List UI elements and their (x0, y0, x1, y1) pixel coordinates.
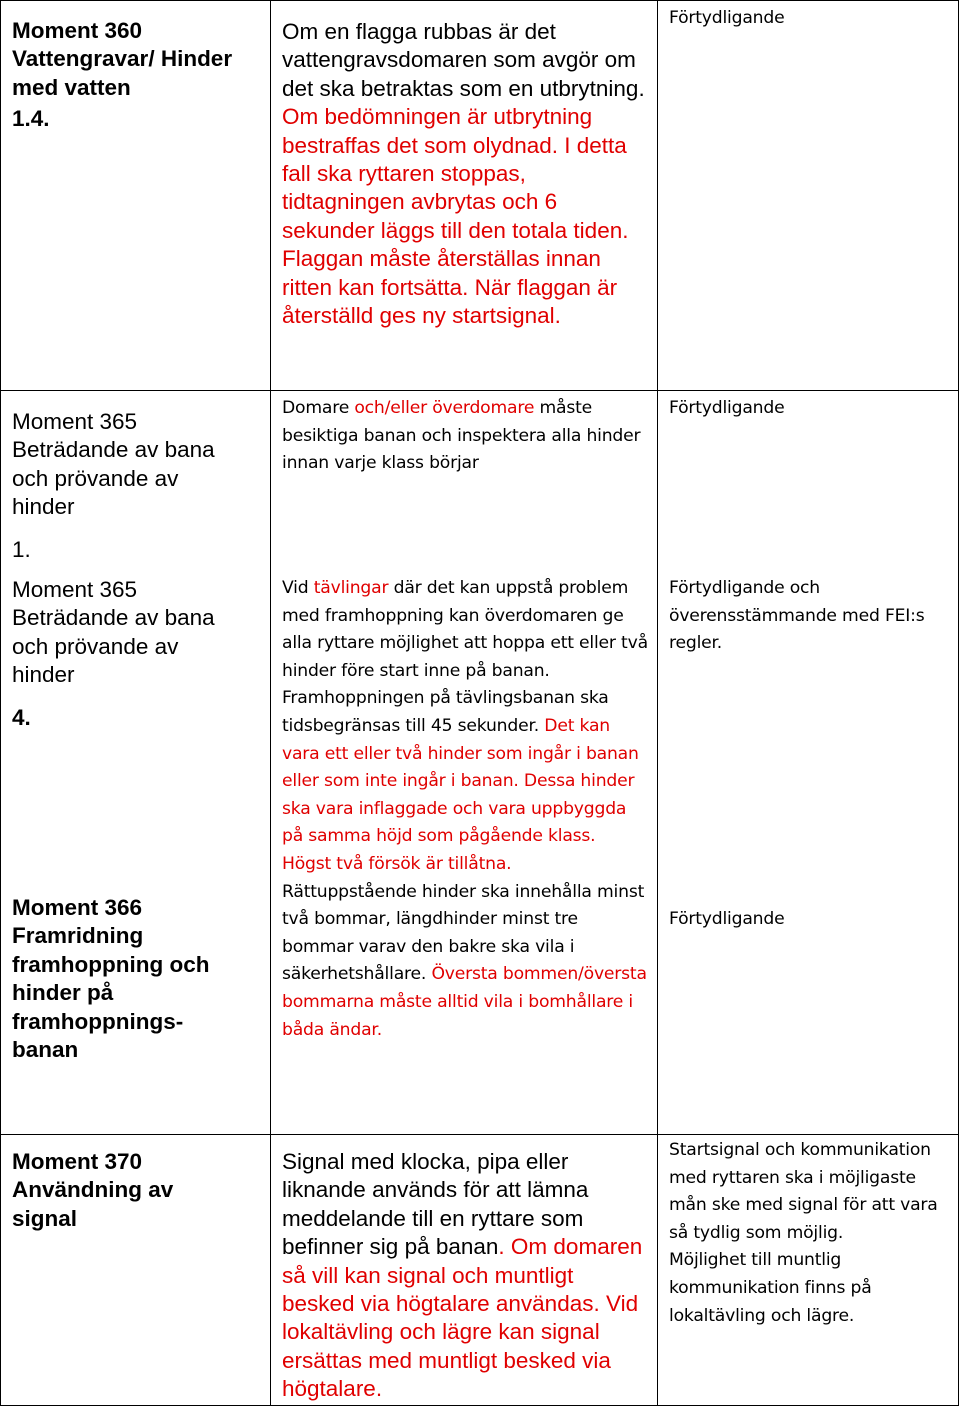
moment-subtitle: signal (12, 1205, 78, 1231)
moment-ref: 4. (12, 704, 31, 730)
moment-subtitle: Beträdande av bana (12, 605, 215, 631)
moment-subtitle: framhoppnings- (12, 1008, 184, 1034)
table-row (1, 391, 959, 1135)
moment-subtitle: med vatten (12, 74, 131, 100)
moment-subtitle: Framridning (12, 923, 144, 949)
rule-text-black: Vid (282, 578, 314, 598)
moment-subtitle: och prövande av (12, 633, 179, 659)
rule-text-black: måste besiktiga banan och inspektera alla hinder innan varje klass börjar (282, 398, 641, 474)
rule-text-red: . Om domaren så vill kan signal och muntligt besked via högtalare användas. Vid lokaltävling och lägre kan signal ersättas med muntligt besked via högtalare. (282, 1234, 643, 1402)
rule-text-black: där det kan uppstå problem med framhoppning kan överdomaren ge alla ryttare möjlighet att hoppa ett eller två hinder före start inne på banan. Framhoppningen på tävlingsbanan ska tidsbegränsas till 45 sekunder. (282, 578, 648, 736)
rule-paragraph (282, 1148, 649, 1404)
rule-text-black: Om en flagga rubbas är det vattengravsdomaren som avgör om det ska betraktas som en utbrytning. (282, 19, 645, 101)
moment-subtitle: Vattengravar/ Hinder (12, 46, 233, 72)
moment-title: Moment 365 (12, 409, 138, 434)
rule-text-black: Rättuppstående hinder ska innehålla minst två bommar, längdhinder minst tre bommar varav den bakre ska vila i säkerhetshållare. (282, 881, 645, 985)
rule-text-cell (271, 1135, 658, 1406)
rule-text-red: Det kan vara ett eller två hinder som ingår i banan eller som inte ingår i banan. Dessa hinder ska vara inflaggade och vara uppbyggda på samma höjd som pågående klass. Högst två försök är tillåtna. (282, 715, 639, 874)
moment-block (12, 894, 262, 1064)
moment-subtitle: hinder (12, 494, 75, 520)
moment-subtitle: hinder på (12, 980, 114, 1006)
comment-cell (658, 1135, 959, 1406)
rule-paragraph (282, 575, 649, 879)
rule-paragraph (282, 18, 649, 330)
moment-subtitle: Användning av (12, 1177, 174, 1203)
comment-text: Förtydligande (669, 909, 785, 929)
moment-subtitle: och prövande av (12, 465, 179, 491)
rule-text-cell (271, 391, 658, 1135)
comment-text: Förtydligande (669, 398, 785, 418)
moment-block (12, 408, 262, 564)
rule-text-cell (271, 1, 658, 391)
moment-block (12, 576, 262, 732)
rule-text-red: Om bedömningen är utbrytning bestraffas det som olydnad. I detta fall ska ryttaren stoppas, tidtagningen avbrytas och 6 sekunder läggs till den totala tiden. Flaggan måste återställas innan ritten kan fortsätta. När flaggan är återställd ges ny startsignal. (282, 104, 629, 329)
comment-cell (658, 391, 959, 1135)
moment-subtitle: framhoppning och (12, 951, 210, 977)
comment-text: Startsignal och kommunikation med ryttaren ska i möjligaste mån ske med signal för att vara så tydlig som möjlig. (669, 1140, 938, 1243)
rule-text-red: och/eller överdomare (354, 398, 535, 418)
moment-subtitle: banan (12, 1037, 79, 1063)
moment-title: Moment 366 (12, 895, 143, 921)
moment-cell (1, 1135, 271, 1406)
moment-subtitle: Beträdande av bana (12, 437, 215, 463)
moment-title: Moment 360 (12, 18, 143, 43)
comment-text: Möjlighet till muntlig kommunikation finns på lokaltävling och lägre. (669, 1250, 872, 1326)
comment-text: Förtydligande och överensstämmande med FEI:s regler. (669, 578, 925, 654)
rule-text-red: Översta bommen/översta bommarna måste alltid vila i bomhållare i båda ändar. (282, 964, 647, 1040)
moment-cell (1, 1, 271, 391)
comment-cell (658, 1, 959, 391)
moment-title: Moment 365 (12, 577, 138, 603)
rule-paragraph (282, 395, 649, 575)
moment-cell (1, 391, 271, 1135)
rule-text-red: tävlingar (313, 578, 389, 598)
rule-paragraph (282, 879, 649, 1045)
table-row (1, 1135, 959, 1406)
table-row (1, 1, 959, 391)
moment-ref: 1.4. (12, 106, 50, 132)
comment-text: Förtydligande (669, 8, 785, 28)
moment-ref: 1. (12, 536, 31, 562)
rule-text-black: Domare (282, 398, 355, 418)
moment-subtitle: hinder (12, 662, 75, 688)
rule-text-black: Signal med klocka, pipa eller liknande används för att lämna meddelande till en ryttare som befinner sig på banan (282, 1149, 589, 1260)
moment-title: Moment 370 (12, 1149, 143, 1174)
